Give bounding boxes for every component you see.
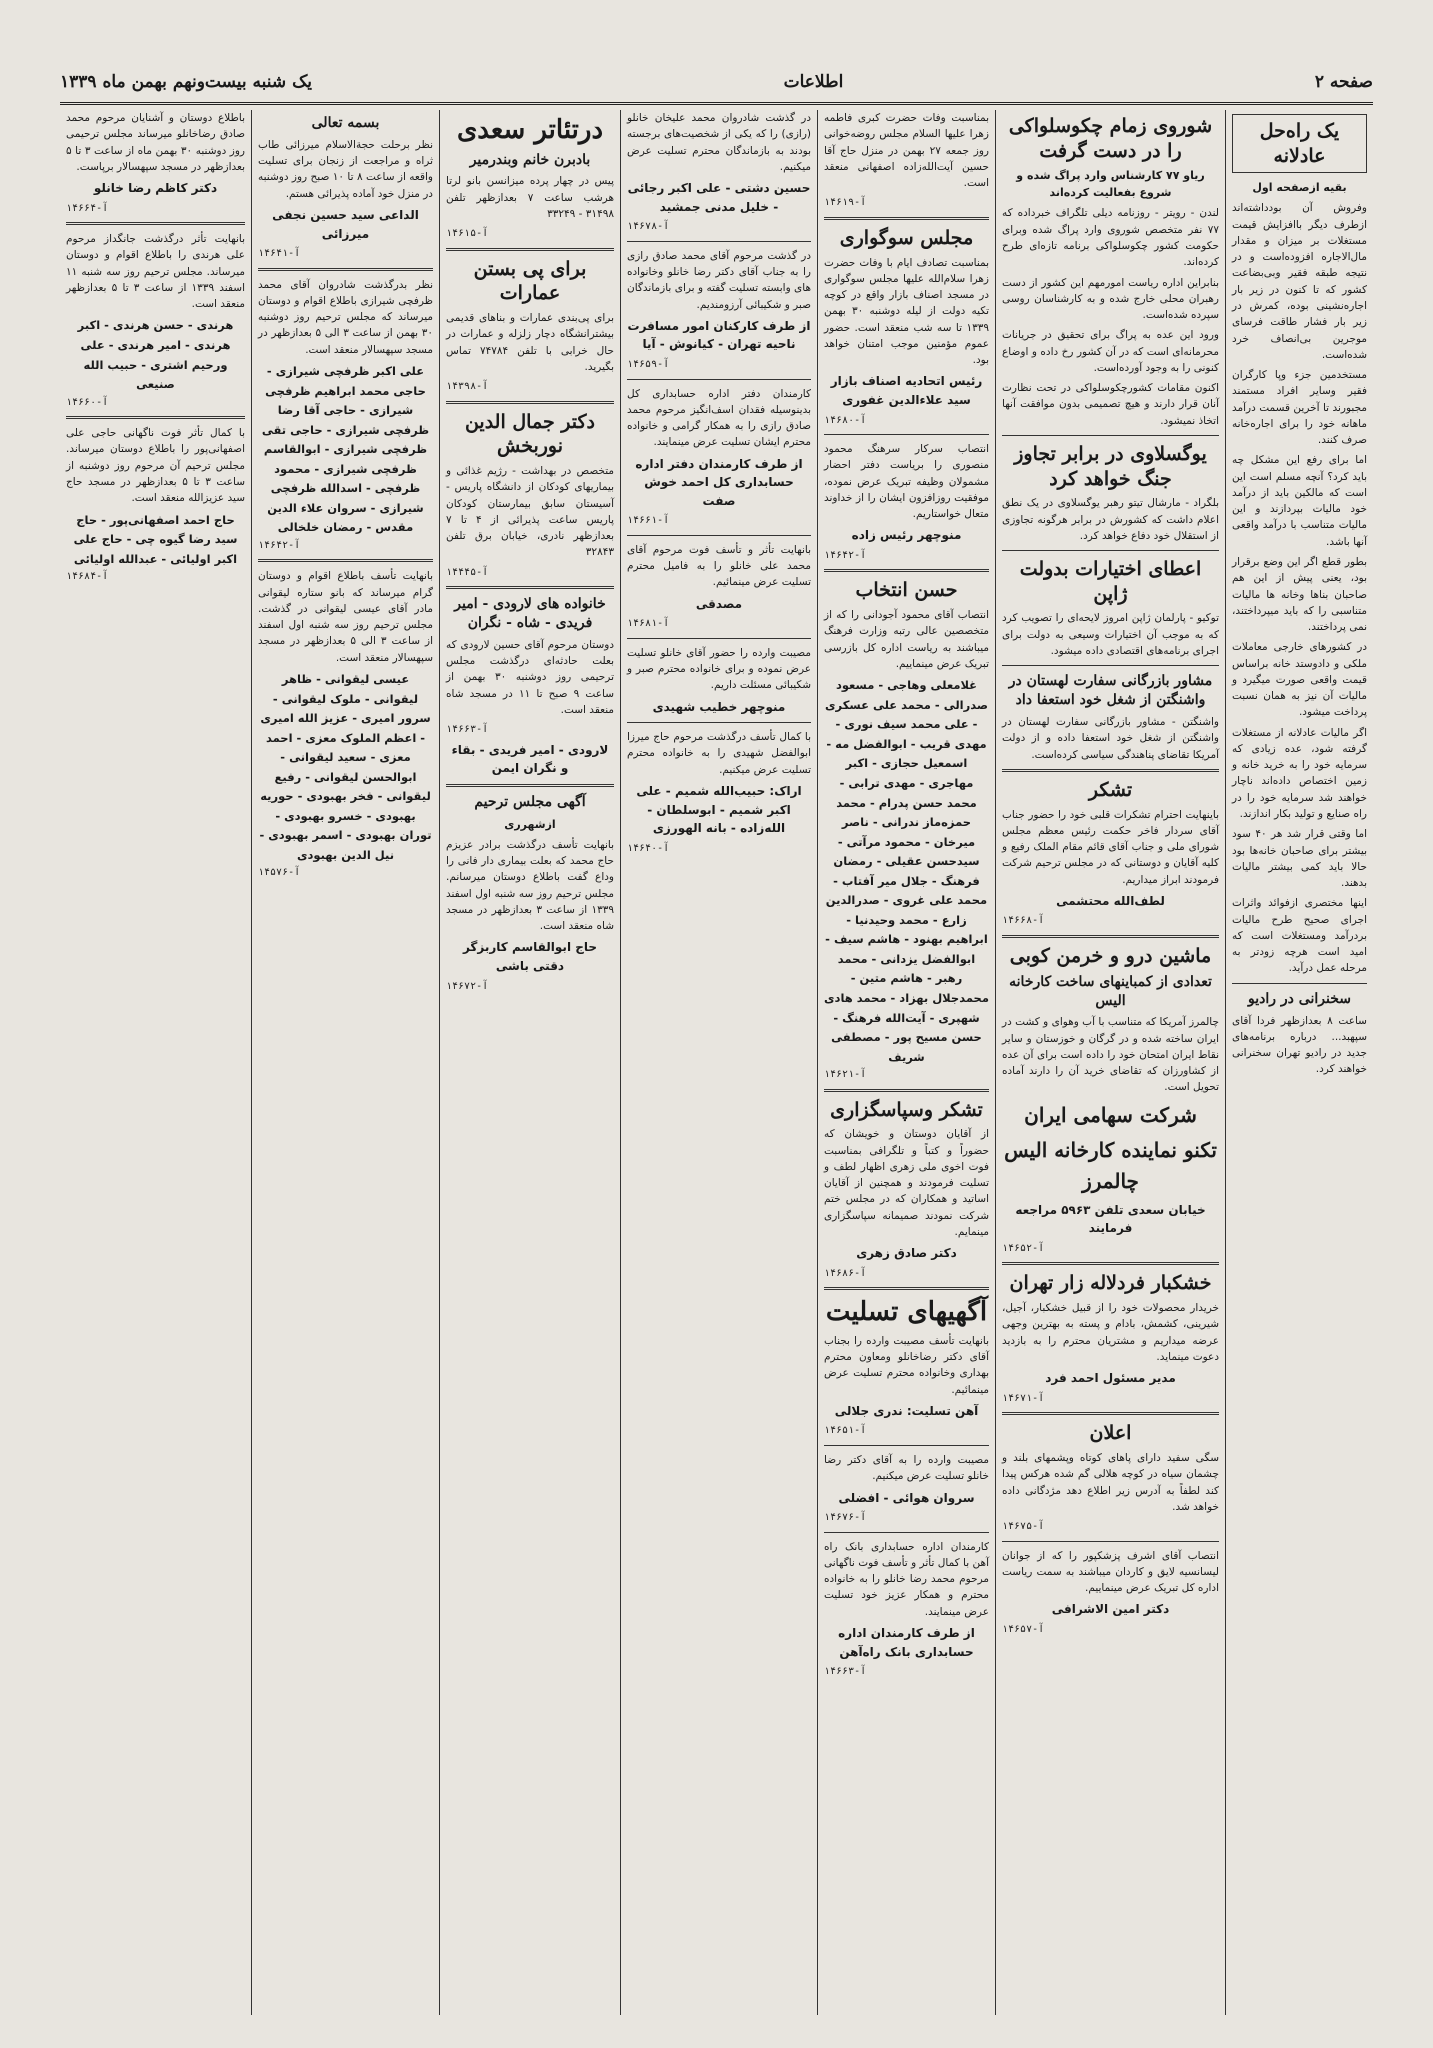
cond-p5-code: آ-۱۴۶۵۱ (824, 1425, 867, 1437)
families-text: دوستان مرحوم آقای حسین لارودی که بعلت حادثه‌ای درگذشت مجلس ترحیمی روز دوشنبه ۳۰ بهمن از ساعت ۹ صبح تا ۱۱ در مسجد شاه منعقد است. (446, 638, 614, 716)
news-p1: لندن - رویتر - روزنامه دیلی تلگراف خبرداده که ۷۷ نفر متخصص شوروی وارد پراگ شده وبرای حکومت کشور چکوسلواکی برنامه تازه‌ای طرح کرده‌اند. (1002, 207, 1219, 269)
cond-p7-sig: از طرف کارمندان اداره حسابداری بانک راه‌آهن (838, 1625, 975, 1659)
editorial-p5: در کشورهای خارجی معاملات ملکی و دادوستد خانه براساس قیمت واقعی صورت میگیرد و مالیات آن نیز به همان نسبت پرداخت میشود. (1232, 641, 1367, 719)
besm-code: آ-۱۴۶۴۱ (258, 248, 301, 260)
column-condolence-b (620, 110, 817, 2015)
kazem-signature: دکتر کاظم رضا خانلو (93, 181, 218, 196)
build-text: برای پی‌بندی عمارات و بناهای قدیمی بیشترانشگاه دچار زلزله و عمارات در حال خرابی با تلفن ۷۴۷۸۴ تماس بگیرید. (446, 312, 614, 373)
notice-title: اعلان (1089, 1422, 1132, 1445)
cond-p7: کارمندان اداره حسابداری بانک راه آهن با کمال تأثر و تأسف فوت ناگهانی مرحوم محمد رضا خانلو را به خانواده محترم و همکار عزیز خود تسلیت عرض مینمایند. (824, 1540, 989, 1618)
doctor-text: متخصص در بهداشت - رژیم غذائی و بیماریهای کودکان از دانشگاه پاریس - آسیستان سابق بیمارستان کودکان پاریس ساعت پذیرائی از ۴ تا ۷ بعدازظهر نادری، خیابان برق تلفن ۳۲۸۴۳ (446, 465, 615, 559)
bazaar-title: خشکبار فردلاله زار تهران (1009, 1272, 1212, 1295)
mourning-code: آ-۱۴۶۸۰ (824, 414, 867, 426)
cond-p13-sig: اراک: حبیب‌الله شمیم - علی اکبر شمیم - ابوسلطان - الله‌زاده - بانه الهورزی (636, 783, 802, 836)
hasan-text: بانهایت تأثر درگذشت جانگداز مرحوم علی هرندی را باطلاع اقوام و دوستان میرساند. مجلس ترحیم روز سه شنبه ۱۱ اسفند ۱۳۳۹ از ساعت ۳ تا ۵ بعدازظهر منعقد است. (66, 233, 245, 311)
tarhim-signature: حاج ابوالقاسم کاربزگر دقتی باشی (462, 940, 598, 974)
radio-text: ساعت ۸ بعدازظهر فردا آقای سپهبد... درباره برنامه‌های جدید در رادیو تهران سخنرانی خواهند کرد. (1232, 1014, 1367, 1076)
column-ads-c (60, 110, 251, 2015)
column-editorial (1225, 110, 1373, 2015)
page-number: صفحه ۲ (1314, 72, 1373, 92)
news-p2: بنابراین اداره ریاست امورمهم این کشور از دست رهبران محلی خارج شده و به کارشناسان روسی سپرده شده‌است. (1002, 276, 1219, 322)
company-code: آ-۱۴۶۵۲ (1002, 1242, 1045, 1254)
hasan-code: آ-۱۴۶۶۰ (66, 396, 109, 408)
gratitude-code: آ-۱۴۶۸۶ (824, 1267, 867, 1279)
cond-p13: با کمال تأسف درگذشت مرحوم حاج میرزا ابوالفضل شهیدی را به خانواده محترم تسلیت عرض میکنیم. (627, 731, 811, 776)
good-choice-text: انتصاب آقای محمود آجودانی را که از متخصصین عالی رتبه وزارت فرهنگ میباشند به ریاست اداره کل بازرسی تبریک عرض مینماییم. (824, 609, 989, 670)
appointment-text: انتصاب آقای اشرف پزشکپور را که از جوانان لیسانسیه لایق و کاردان میباشند به سمت ریاست اداره کل تبریک عرض مینماییم. (1002, 1549, 1219, 1595)
editorial-p2: مستخدمین جزء وپا کارگران فقیر وسایر افراد مستمند مجبورند تا آخرین قسمت درآمد ماهانه خود را برای اجاره‌خانه صرف کنند. (1232, 369, 1367, 447)
thanks-code: آ-۱۴۶۶۸ (1002, 915, 1045, 927)
cond-p10-sig: از طرف کارمندان دفتر اداره حسابداری کل احمد خوش صفت (635, 456, 803, 508)
appoint2-code: آ-۱۴۶۴۲ (824, 549, 867, 561)
column-ads-b (251, 110, 439, 2015)
tarhim-title: آگهی مجلس ترحیم (474, 793, 586, 810)
besm-signature: الداعی سید حسین نجفی میرزائی (272, 207, 419, 241)
cond-p12-sig: منوچهر خطیب شهیدی (652, 699, 786, 714)
news-p5: بلگراد - مارشال تیتو رهبر یوگسلاوی در یک نطق اعلام داشت که کشورش در برابر هرگونه تجاوزی از استقلال خود دفاع خواهد کرد. (1002, 497, 1219, 542)
theater-sub: بادبرن خانم وبندرمیر (469, 151, 591, 168)
good-choice-title: حسن انتخاب (855, 579, 958, 602)
thanks-title: تشکر (1088, 778, 1133, 801)
news-p6: توکیو - پارلمان ژاپن امروز لایحه‌ای را تصویب کرد که به موجب آن اختیارات وسیعی به دولت برای اجرای برنامه‌های اقتصادی داده میشود. (1002, 612, 1219, 657)
cond-p9: در گذشت مرحوم آقای محمد صادق رازی را به جناب آقای دکتر رضا خانلو وخانواده های وابسته تسلیت گفته و برای بازماندگان صبر و شکیبائی آرزومندیم. (627, 249, 811, 311)
cond-p8: در گذشت شادروان محمد علیخان خانلو (رازی) را که یکی از شخصیت‌های برجسته بودند به بازماندگان محترم تسلیت عرض میکنیم. (627, 112, 811, 173)
editorial-p1: وفروش آن بودداشته‌اند ازطرف دیگر باافزایش قیمت مستغلات بر میزان و مقدار مال‌الاجاره افزوده‌است و در نتیجه طبقه فقیر وبی‌بضاعت کشور که تا کنون در زیر بار اجاره‌نشینی بوده، کمرش در زیر بار فشار طاقت فرسای موجرین بی‌انصاف خرد شده‌است. (1232, 202, 1367, 361)
cond-p10-code: آ-۱۴۶۶۱ (627, 515, 670, 527)
cond-p6-code: آ-۱۴۶۷۶ (824, 1512, 867, 1524)
tarhim-from: ازشهرری (504, 817, 556, 831)
radio-title: سخنرانی در رادیو (1248, 990, 1351, 1007)
bazaar-text: خریدار محصولات خود را از قبیل خشکبار، آجیل، شیرینی، کشمش، بادام و پسته به بهترین وجهی عرضه میداریم و مشتریان محترم را به بازدید دعوت مینماید. (1002, 1302, 1219, 1363)
editorial-p6: اگر مالیات عادلانه از مستغلات گرفته شود، عده زیادی که سرمایه خود را به خرید خانه و زمین اختصاص داده‌اند ناچار خواهند شد سرمایه خود را در راه صنایع و تولید بکار اندازند. (1232, 726, 1367, 820)
company-agent: تکنو نماینده کارخانه الیس چالمرز (1004, 1137, 1217, 1193)
cond-p11: بانهایت تأثر و تأسف فوت مرحوم آقای محمد علی خانلو را به فامیل محترم تسلیت عرض مینمائیم. (627, 543, 811, 589)
news-sub-1: ریاو ۷۷ کارشناس وارد پراگ شده و شروع بفعالیت کرده‌اند (1016, 169, 1205, 200)
mourning-signature: رئیس اتحادیه اصناف بازار سید علاءالدین غفوری (830, 374, 983, 407)
appoint2-text: انتصاب سرکار سرهنگ محمود منصوری را بریاست دفتر احضار مشمولان وظیفه تبریک عرض نموده، موفقیت روزافزون ایشان را از خداوند متعال خواستاریم. (824, 443, 989, 521)
doctor-code: آ-۱۴۴۴۵ (446, 566, 489, 578)
kazem-text: باطلاع دوستان و آشنایان مرحوم محمد صادق رضاخانلو میرساند مجلس ترحیمی روز دوشنبه ۳۰ بهمن ماه از ساعت ۳ تا ۵ بعدازظهر در مسجد سپهسالار برپاست. (66, 112, 245, 173)
news-title-1: شوروی زمام چکوسلواکی را در دست گرفت (1008, 115, 1213, 162)
build-code: آ-۱۴۳۹۸ (446, 381, 489, 393)
gratitude-title: تشکر وسپاسگزاری (830, 1098, 983, 1121)
company-name: شرکت سهامی ایران (1024, 1102, 1197, 1127)
cond-p5-sig: آهن تسلیت: ندری جلالی (834, 1403, 979, 1418)
condolences-title: آگهیهای تسلیت (825, 1297, 988, 1328)
families-code: آ-۱۴۶۶۳ (446, 724, 489, 736)
column-news (995, 110, 1225, 2015)
cond-p5: بانهایت تأسف مصیبت وارده را بجناب آقای دکتر رضاخانلو ومعاون محترم بهداری وخانواده محترم تسلیت عرض مینمائیم. (824, 1334, 989, 1396)
gratitude-text: از آقایان دوستان و خویشان که حضوراً و کتباً و تلگرافی بمناسبت فوت اخوی ملی زهری اظهار لطف و تسلیت فرمودند و همچنین از آقایان اساتید و همکاران که در مجلس ختم شرکت نمودند صمیمانه سپاسگزاری مینمایم. (824, 1128, 989, 1238)
besm-title: بسمه تعالی (311, 115, 380, 131)
machine-text: چالمرز آمریکا که متناسب با آب وهوای و کشت در ایران ساخته شده و در گرگان و خوزستان و سایر نقاط ایران امتحان خود را داده است برای آن عده از کشاورزان که تقاضای خرید آن را دارند آماده تحویل است. (1002, 1016, 1219, 1094)
kazem-code: آ-۱۴۶۶۴ (66, 202, 109, 214)
cond-p11-sig: مصدقی (695, 596, 743, 611)
notice-text: سگی سفید دارای پاهای کوتاه وپشمهای بلند و چشمان سیاه در کوچه هلالی گم شده هرکس پیدا کند لطفاً به آدرس زیر اطلاع دهد مژدگانی داده خواهد شد. (1002, 1451, 1219, 1513)
machine-sub: تعدادی از کمباینهای ساخت کارخانه الیس (1009, 973, 1212, 1009)
bazaar-signature: مدیر مسئول احمد فرد (1045, 1371, 1176, 1386)
tarhim-code: آ-۱۴۶۷۲ (446, 980, 489, 992)
zarfe-code: آ-۱۴۶۴۲ (258, 539, 301, 551)
company-address: خیابان سعدی تلفن ۵۹۶۳ مراجعه فرمایند (1015, 1202, 1206, 1236)
column-condolence-a (817, 110, 995, 2015)
cond-p7-code: آ-۱۴۶۶۳ (824, 1666, 867, 1678)
top-notice-code: آ-۱۴۶۱۹ (824, 197, 867, 209)
cond-p8-code: آ-۱۴۶۷۸ (627, 221, 670, 233)
news-title-2: یوگسلاوی در برابر تجاوز جنگ خواهد کرد (1014, 442, 1207, 490)
appointment-code: آ-۱۴۶۵۷ (1002, 1623, 1045, 1635)
news-p3: ورود این عده به پراگ برای تحقیق در جریانات محرمانه‌ای است که در آن کشور رخ داده و اوضاع کنونی را به وجود آورده‌است. (1002, 329, 1219, 374)
good-choice-code: آ-۱۴۶۲۱ (824, 1069, 867, 1081)
cond-p6: مصیبت وارده را به آقای دکتر رضا خانلو تسلیت عرض میکنیم. (824, 1453, 989, 1483)
editorial-sub: بقیه ازصفحه اول (1252, 181, 1347, 195)
paper-name: اطلاعات (783, 72, 844, 92)
zarfe-names: علی اکبر ظرفچی شیرازی - حاجی محمد ابراهیم ظرفچی شیرازی - حاجی آقا رضا ظرفچی شیرازی - حاجی تقی ظرفچی شیرازی - ابوالقاسم ظرفچی شیرازی - محمود ظرفچی - اسدالله ظرفچی شیرازی - سروان علاء الدین مقدس - رمضان خلخالی (261, 363, 430, 535)
thanks-signature: لطف‌الله محتشمی (1056, 893, 1165, 908)
leg-names: عیسی لیقوانی - ظاهر لیقوانی - ملوک لیقوانی - سرور امیری - عزیز الله امیری - اعظم الملوک معزی - احمد معزی - سعید لیقوانی - ابوالحسن لیقوانی - رفیع لیقوانی - فخر بهبودی - حوریه بهبودی - خسرو بهبودی - توران بهبودی - اسمر بهبودی - نیل الدین بهبودی (259, 671, 432, 862)
theater-title: درتئاتر سعدی (456, 115, 604, 145)
editorial-p7: اما وقتی قرار شد هر ۴۰ سود بیشتر برای صاحبان خانه‌ها بود حالا باید کمی بیشتر مالیات بدهند. (1232, 828, 1367, 890)
theater-code: آ-۱۴۶۱۵ (446, 228, 489, 240)
issue-date: یک شنبه بیست‌ونهم بهمن ماه ۱۳۳۹ (60, 72, 313, 92)
hasan-names: هرندی - حسن هرندی - اکبر هرندی - امیر هرندی - علی ورحیم اشتری - حبیب الله صنیعی (77, 318, 234, 392)
cond-p8-sig: حسین دشتی - علی اکبر رجائی - خلیل مدنی جمشید (627, 181, 811, 214)
news-p7: واشنگتن - مشاور بازرگانی سفارت لهستان در واشنگتن از شغل خود استعفا داده و از دولت آمریکا تقاضای پناهندگی سیاسی کرده‌است. (1002, 716, 1219, 761)
good-choice-names: غلامعلی وهاجی - مسعود صدرالی - محمد علی عسکری - علی محمد سیف نوری - مهدی قریب - ابوالفضل مه - اسمعیل حجازی - اکبر مهاجری - مهدی ترابی - محمد حسن پدرام - محمد حمزه‌ماز ندرانی - ناصر میرخان - محمود مرآتی - سیدحسن عقیلی - رمضان فرهنگ - جلال میر آفتاب - محمد علی غروی - صدرالدین زارع - محمد وحیدنیا - ابراهیم بهنود - هاشم سیف - ابوالفضل یزدانی - محمد رهبر - هاشم متین - محمدجلال بهزاد - محمد هادی شهپری - آیت‌الله فرهنگ - حسن مسیح پور - مصطفی شریف (824, 678, 989, 1064)
editorial-p3: اما برای رفع این مشکل چه باید کرد؟ آنچه مسلم است این است که مالکین باید از درآمد خود مالیات بپردازند و این مالیات متناسب با درآمد واقعی آنها باشد. (1232, 454, 1367, 548)
gratitude-signature: دکتر صادق زهری (856, 1246, 957, 1261)
thanks-text: باینهایت احترام تشکرات قلبی خود را حضور جناب آقای سردار فاخر حکمت رئیس معظم مجلس شورای ملی و جناب آقای قائم مقام الملک رفیع و کلیه آقایان و دوستانی که در مجلس ترحیم شرکت فرمودند ابراز میداریم. (1002, 808, 1219, 886)
news-title-3: اعطای اختیارات بدولت ژاپن (1019, 558, 1202, 605)
cond-p10: کارمندان دفتر اداره حسابداری کل بدینوسیله فقدان اسف‌انگیز مرحوم محمد صادق رازی را به همکار گرامی و خانواده محترم ایشان تسلیت عرض مینمایند. (627, 387, 811, 449)
doctor-title: دکتر جمال الدین نوربخش (464, 410, 596, 458)
mourning-text: بمناسبت تصادف ایام با وفات حضرت زهرا سلام‌الله علیها مجلس سوگواری در مسجد اصناف بازار واقع در کوچه تکیه دولت از لیله دوشنبه ۳۰ بهمن ۱۳۳۹ تا سه شب منعقد است. حضور عموم مؤمنین موجب امتنان خواهد بود. (824, 256, 989, 367)
cond-p9-code: آ-۱۴۶۵۹ (627, 359, 670, 370)
cond-p12: مصیبت وارده را حضور آقای خانلو تسلیت عرض نموده و برای خانواده محترم صبر و شکیبائی مسئلت داریم. (627, 646, 811, 692)
column-ads-a (439, 110, 620, 2015)
last-text: با کمال تأثر فوت ناگهانی حاجی علی اصفهانی‌پور را باطلاع دوستان میرساند. مجلس ترحیم آن مرحوم روز دوشنبه از ساعت ۳ تا ۵ بعدازظهر در مسجد حاج سید عزیزالله منعقد است. (66, 427, 245, 505)
news-p4: اکنون مقامات کشورچکوسلواکی در تحت نظارت آنان قرار دارند و هیچ تصمیمی بدون موافقت آنها اتخاذ نمیشود. (1002, 382, 1219, 427)
tarhim-text: بانهایت تأسف درگذشت برادر عزیزم حاج محمد که بعلت بیماری دار فانی را وداع گفت باطلاع دوستان میرسانم. مجلس ترحیم روز سه شنبه اول اسفند ۱۳۳۹ از ساعت ۳ بعدازظهر در مسجد شاه منعقد است. (446, 838, 614, 933)
masthead (60, 62, 1373, 105)
families-sig: لارودی - امیر فریدی - بقاء و نگران ایمن (451, 742, 609, 776)
last-code: آ-۱۴۶۸۴ (66, 571, 109, 583)
zarfe-text: نظر بدرگذشت شادروان آقای محمد ظرفچی شیرازی باطلاع اقوام و دوستان میرساند که مجلس ترحیم روز دوشنبه ۳۰ بهمن از ساعت ۳ الی ۵ بعدازظهر در مسجد سپهسالار منعقد است. (258, 278, 433, 356)
editorial-p4: بطور قطع اگر این وضع برقرار بود، یعنی پیش از این هم صاحبان بناها وخانه ها مالیات متناسبی را که باید میپرداختند، نمی پرداختند. (1232, 556, 1367, 634)
last-names: حاج احمد اصفهانی‌پور - حاج سید رضا گیوه چی - حاج علی اکبر اولیائی - عبدالله اولیائی (73, 512, 238, 566)
theater-text: پیس در چهار پرده میزانسن بانو لرتا هرشب ساعت ۷ بعدازظهر تلفن ۳۱۴۹۸ - ۳۳۲۴۹ (446, 175, 614, 220)
build-title: برای پی بستن عمارات (473, 257, 587, 305)
besm-text: نظر برحلت حجةالاسلام میرزائی طاب ثراه و مراجعت از زنجان برای تسلیت واقعه از ساعت ۸ تا ۱۰ صبح روز دوشنبه در منزل خود آماده پذیرائی هستم. (258, 138, 433, 200)
cond-p6-sig: سروان هوائی - افضلی (838, 1490, 975, 1505)
leg-text: بانهایت تأسف باطلاع اقوام و دوستان گرام میرساند که بانو ستاره لیقوانی مادر آقای عیسی لیقوانی در گذشت. مجلس ترحیم روز سه شنبه اول اسفند از ساعت ۳ الی ۵ بعدازظهر در مسجد سپهسالار منعقد است. (258, 570, 433, 664)
machine-title: ماشین درو و خرمن کوبی (1009, 944, 1212, 967)
top-notice: بمناسبت وفات حضرت کبری فاطمه زهرا علیها السلام مجلس روضه‌خوانی روز جمعه ۲۷ بهمن در منزل حاج آقا حسین آیت‌الله‌زاده اصفهانی منعقد است. (824, 112, 989, 190)
bazaar-code: آ-۱۴۶۷۱ (1002, 1392, 1045, 1404)
families-title: خانواده های لارودی - امیر فریدی - شاه - نگران (454, 596, 606, 631)
cond-p11-code: آ-۱۴۶۸۱ (627, 618, 670, 630)
notice-code: آ-۱۴۶۷۵ (1002, 1521, 1045, 1533)
appoint2-signature: منوچهر رئیس زاده (851, 528, 962, 543)
appointment-signature: دکتر امین الاشرافی (1051, 1602, 1170, 1617)
news-title-4: مشاور بازرگانی سفارت لهستان در واشنگتن از شغل خود استعفا داد (1008, 673, 1213, 709)
editorial-title: یک راه‌حل عادلانه (1232, 114, 1367, 173)
mourning-title: مجلس سوگواری (839, 226, 974, 249)
editorial-p8: اینها مختصری ازفوائد واثرات اجرای صحیح طرح مالیات بردرآمد ومستغلات است که امید است هرچه زودتر به مرحله عمل درآید. (1232, 897, 1367, 975)
leg-code: آ-۱۴۵۷۶ (258, 867, 301, 879)
cond-p9-sig: از طرف کارکنان امور مسافرت ناحیه تهران - کیانوش - آیا (627, 318, 811, 352)
cond-p13-code: آ-۱۴۶۴۰ (627, 842, 670, 854)
